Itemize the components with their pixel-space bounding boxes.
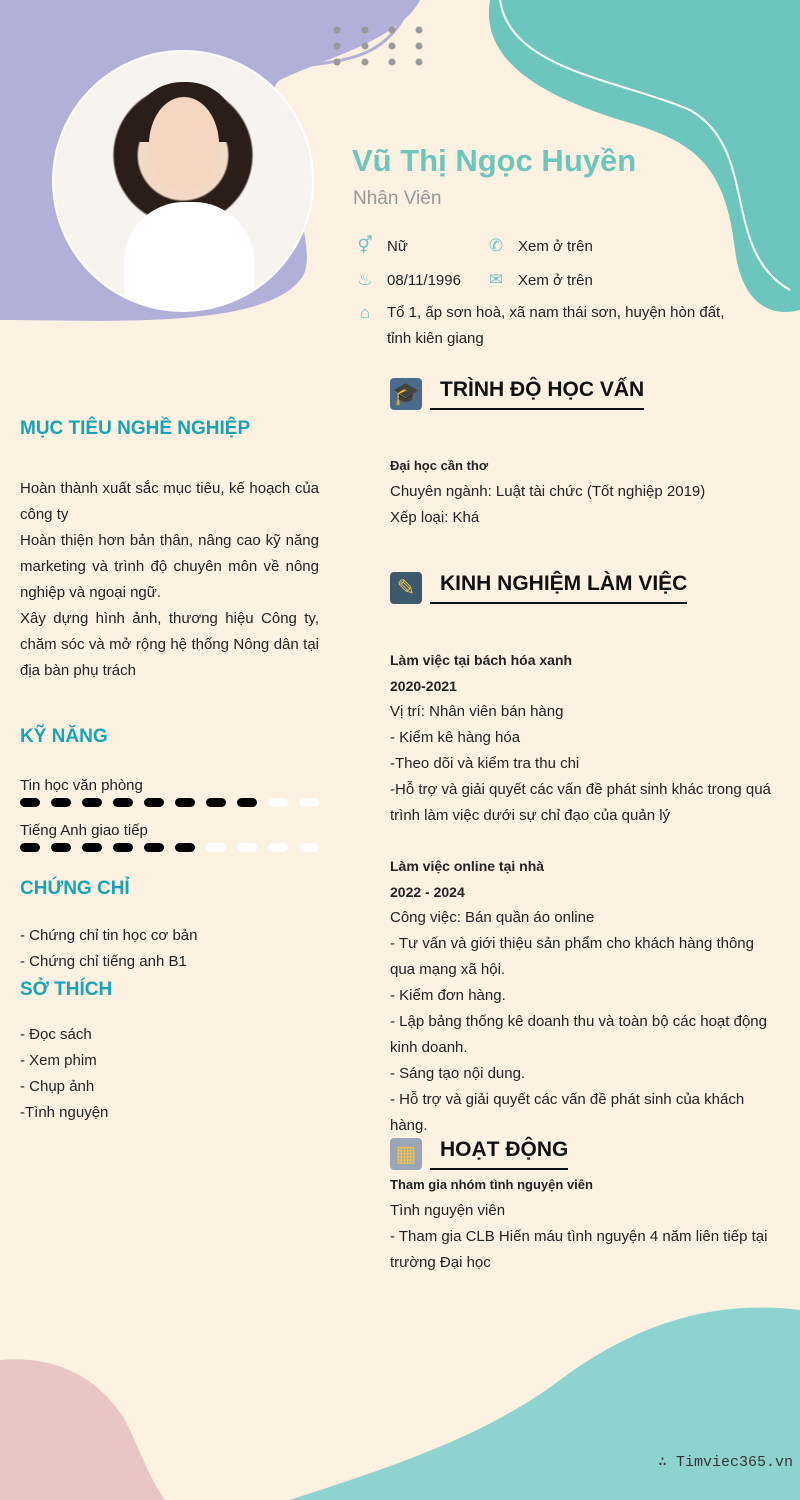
skill-dot-filled xyxy=(51,798,71,807)
job-line: - Lập bảng thống kê doanh thu và toàn bộ các hoạt động kinh doanh. xyxy=(390,1013,767,1056)
skill-item xyxy=(20,822,319,852)
skill-dot-filled xyxy=(175,798,195,807)
objective-line: Hoàn thiện hơn bản thân, nâng cao kỹ năng marketing và trình độ chuyên môn về nông nghiệp và ngoại ngữ. xyxy=(20,532,319,601)
job-line: - Hỗ trợ và giải quyết các vấn đề phát sinh của khách hàng. xyxy=(390,1091,745,1134)
job-company: Làm việc online tại nhà xyxy=(390,858,545,874)
birthday-value: 08/11/1996 xyxy=(387,271,461,289)
gender-value: Nữ xyxy=(387,237,408,255)
skill-rating xyxy=(20,843,319,852)
phone-value: Xem ở trên xyxy=(518,237,593,255)
skill-dot-empty xyxy=(299,843,319,852)
address-line-1: Tổ 1, ấp sơn hoà, xã nam thái sơn, huyện hòn đất, xyxy=(387,304,725,321)
email-icon: ✉ xyxy=(488,270,504,289)
skill-dot-filled xyxy=(144,843,164,852)
job-line: -Theo dõi và kiểm tra thu chi xyxy=(390,755,580,772)
job-period: 2020-2021 xyxy=(390,678,457,694)
birthday-cake-icon: ♨ xyxy=(357,270,373,289)
skills-heading: KỸ NĂNG xyxy=(20,726,108,747)
coins-calculator-icon: ▦ xyxy=(390,1138,422,1170)
certificates-heading: CHỨNG CHỈ xyxy=(20,878,130,899)
skill-dot-filled xyxy=(113,843,133,852)
job-line: Công việc: Bán quần áo online xyxy=(390,909,595,926)
job-entry xyxy=(390,853,780,1139)
education-heading: TRÌNH ĐỘ HỌC VẤN xyxy=(430,378,644,410)
certificate-item: - Chứng chỉ tin học cơ bản xyxy=(20,927,198,944)
email-value: Xem ở trên xyxy=(518,271,593,289)
skill-dot-filled xyxy=(82,843,102,852)
experience-heading: KINH NGHIỆM LÀM VIỆC xyxy=(430,572,687,604)
skill-dot-filled xyxy=(51,843,71,852)
candidate-position: Nhân Viên xyxy=(353,188,442,209)
hobby-item: - Chụp ảnh xyxy=(20,1078,95,1095)
skill-dot-filled xyxy=(20,798,40,807)
profile-photo xyxy=(52,50,314,312)
skill-dot-filled xyxy=(20,843,40,852)
skill-name: Tiếng Anh giao tiếp xyxy=(20,822,148,839)
gender-icon: ⚥ xyxy=(357,236,373,255)
skill-dot-filled xyxy=(206,798,226,807)
skill-dot-empty xyxy=(268,798,288,807)
job-line: - Tư vấn và giới thiệu sản phẩm cho khách hàng thông qua mạng xã hội. xyxy=(390,935,754,978)
work-document-icon: ✎ xyxy=(390,572,422,604)
candidate-name: Vũ Thị Ngọc Huyền xyxy=(352,143,637,178)
skill-dot-empty xyxy=(299,798,319,807)
job-line: - Kiểm kê hàng hóa xyxy=(390,729,521,746)
skill-dot-filled xyxy=(82,798,102,807)
address-line-2: tỉnh kiên giang xyxy=(387,330,484,347)
job-entry xyxy=(390,647,780,829)
job-period: 2022 - 2024 xyxy=(390,884,465,900)
job-line: Vị trí: Nhân viên bán hàng xyxy=(390,703,564,720)
skill-dot-filled xyxy=(144,798,164,807)
skill-dot-empty xyxy=(237,843,257,852)
job-line: - Kiểm đơn hàng. xyxy=(390,987,506,1004)
skill-name: Tin học văn phòng xyxy=(20,777,143,794)
skill-item xyxy=(20,777,319,807)
skill-dot-filled xyxy=(175,843,195,852)
hobby-item: - Đọc sách xyxy=(20,1026,92,1043)
skill-dot-filled xyxy=(237,798,257,807)
hobbies-heading: SỞ THÍCH xyxy=(20,979,113,1000)
hobby-item: - Xem phim xyxy=(20,1052,97,1069)
hobby-item: -Tình nguyện xyxy=(20,1104,109,1121)
education-grade: Xếp loại: Khá xyxy=(390,509,480,526)
watermark: ∴ Timviec365.vn xyxy=(658,1454,794,1471)
graduation-books-icon: 🎓 xyxy=(390,378,422,410)
education-school: Đại học cần thơ xyxy=(390,458,489,473)
certificate-item: - Chứng chỉ tiếng anh B1 xyxy=(20,953,187,970)
objective-line: Hoàn thành xuất sắc mục tiêu, kế hoạch của công ty xyxy=(20,480,319,523)
objective-heading: MỤC TIÊU NGHỀ NGHIỆP xyxy=(20,418,251,439)
skill-dot-empty xyxy=(206,843,226,852)
job-line: - Sáng tạo nội dung. xyxy=(390,1065,526,1082)
phone-icon: ✆ xyxy=(488,236,504,255)
education-major: Chuyên ngành: Luật tài chức (Tốt nghiệp 2019) xyxy=(390,483,706,500)
activity-organization: Tham gia nhóm tình nguyện viên xyxy=(390,1177,593,1192)
activity-line: - Tham gia CLB Hiến máu tình nguyện 4 năm liên tiếp tại trường Đại học xyxy=(390,1228,768,1271)
skill-rating xyxy=(20,798,319,807)
activities-heading: HOẠT ĐỘNG xyxy=(430,1138,568,1170)
activity-role: Tình nguyện viên xyxy=(390,1202,506,1219)
job-line: -Hỗ trợ và giải quyết các vấn đề phát sinh khác trong quá trình làm việc dưới sự chỉ đạo của quản lý xyxy=(390,781,771,824)
home-icon: ⌂ xyxy=(359,303,371,322)
skill-dot-filled xyxy=(113,798,133,807)
objective-line: Xây dựng hình ảnh, thương hiệu Công ty, chăm sóc và mở rộng hệ thống Nông dân tại địa bàn phụ trách xyxy=(20,610,319,679)
skill-dot-empty xyxy=(268,843,288,852)
job-company: Làm việc tại bách hóa xanh xyxy=(390,652,573,668)
